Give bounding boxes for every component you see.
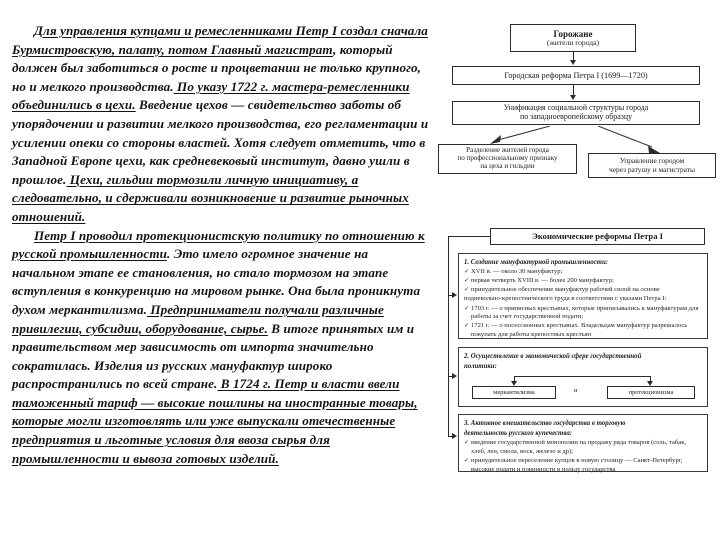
list-item: ✓ принудительное переселение купцов в новую столицу — Санкт-Петербург, высокие подати и повинности в пользу государства xyxy=(464,457,702,474)
panel-policy-heading-line1: 2. Осуществление в экономической сфере государственной xyxy=(464,353,642,360)
list-item: ✓ принудительное обеспечение мануфактур рабочей силой на основе xyxy=(464,286,702,295)
text-run: . Это имело огромное значение на начальном этапе ее становления, но стало тормозом на этапе вступления в конкуренцию на мировом рынке. Она была проникнута духом меркантилизма. xyxy=(12,246,421,317)
box-townspeople-subtitle: (жители города) xyxy=(546,37,600,47)
box-magistrate-line1: Управление городом xyxy=(619,156,685,166)
arrow-down-icon xyxy=(570,60,576,65)
list-item: ✓ первая четверть XVIII в. — более 200 мануфактур; xyxy=(464,277,702,286)
text-run: Для управления купцами и ремесленниками Петр I создал сначала Бурмистровскую, палату, потом Главный магистрат xyxy=(12,23,428,57)
paragraph-2 xyxy=(12,227,432,469)
panel-manufactory-list xyxy=(464,268,702,339)
panel-manufactory xyxy=(458,253,708,339)
text-run: Предприниматели получали различные привилегии, субсидии, оборудование, сырье. xyxy=(12,301,384,336)
text-run: Петр I проводил протекционистскую политику по отношению к русской промышленности xyxy=(12,227,425,262)
text-run: В итоге принятых им и правительством мер зависимость от импорта значительно сократилась. Изделия из русских мануфактур широко распространились по всей стране. xyxy=(12,320,415,392)
paragraph-1 xyxy=(12,22,432,227)
box-city-reform: Городская реформа Петра I (1699—1720) xyxy=(452,66,700,85)
lecture-text-column xyxy=(12,22,432,468)
list-item: ✓ 1703 г. — о приписных крестьянах, которые приписывались к мануфактурам для работы за счет государственной подати; xyxy=(464,305,702,322)
panel-policy-heading-line2: политики: xyxy=(464,363,497,371)
text-run: По указу 1722 г. мастера-ремесленники объединились в цехи. xyxy=(12,78,410,113)
panel-policy xyxy=(458,347,708,407)
diagram-economic-reforms xyxy=(440,228,718,476)
conjunction-label: и xyxy=(574,387,578,394)
panel-manufactory-heading: 1. Создание мануфактурной промышленности: xyxy=(464,259,608,266)
text-run: Введение цехов — свидетельство заботы об упорядочении и развитии мелкого производства, его регламентации и усилении опеки со стороны властей. Хотя следует отметить, что в Западной Европе цехи, как средневековый институт, давно ушли в прошлое. xyxy=(12,97,429,187)
arrow-right-icon xyxy=(452,292,457,298)
connector-branch-left xyxy=(490,126,550,144)
diagram-city-reform xyxy=(438,22,716,172)
list-item: ✓ введение государственной монополии на продажу ряда товаров (соль, табак, хлеб, лен, смола, воск, железо и др); xyxy=(464,439,702,456)
connector-branch-right xyxy=(598,126,660,153)
box-guilds-line2: по профессиональному признаку xyxy=(457,154,558,163)
box-townspeople xyxy=(510,24,636,52)
branch-right-svg xyxy=(598,126,660,153)
panel-trade-heading-line2: деятельность русского купечества: xyxy=(464,430,572,438)
box-guilds-line1: Разделение жителей города xyxy=(466,146,549,155)
panel-trade-heading-line1: 3. Активное вмешательство государства в торговую xyxy=(464,420,626,427)
box-mercantilism: меркантилизма xyxy=(472,386,556,399)
box-unification xyxy=(452,101,700,125)
diagram-econ-title: Экономические реформы Петра I xyxy=(490,228,705,245)
box-protectionism: протекционизма xyxy=(607,386,695,399)
panel-trade xyxy=(458,414,708,472)
connector-line xyxy=(514,376,651,377)
panel-trade-list xyxy=(464,439,702,474)
box-magistrate xyxy=(588,153,716,178)
list-item-continuation: подневольно-крепостнического труда в соответствии с указами Петра I: xyxy=(464,295,667,303)
text-run: , который должен был заботиться о росте и процветании не только крупного, но и мелкого производства. xyxy=(12,41,422,94)
text-run: Цехи, гильдии тормозили личную инициативу, а следовательно, и сдерживали возникновение и развитие рыночных отношений. xyxy=(12,171,409,224)
connector-line xyxy=(448,236,449,436)
arrow-right-icon xyxy=(452,373,457,379)
box-townspeople-title: Горожане xyxy=(553,28,593,39)
box-guilds xyxy=(438,144,577,174)
box-guilds-line3: на цеха и гильдии xyxy=(480,161,535,170)
arrow-down-icon xyxy=(570,95,576,100)
list-item: ✓ 1721 г. — о посессионных крестьянах. Владельцам мануфактур разрешалось покупать для работы крепостных крестьян xyxy=(464,322,702,339)
box-magistrate-line2: через ратушу и магистраты xyxy=(609,164,695,174)
connector-line xyxy=(573,85,574,95)
list-item: ✓ XVII в. — около 30 мануфактур; xyxy=(464,268,702,277)
box-unification-line1: Унификация социальной структуры города xyxy=(503,103,649,113)
text-run: В 1724 г. Петр и власти ввели таможенный тариф — высокие пошлины на иностранные товары, которые могли изготовлять или уже выпускали отечественные предприятия и льготные условия для ввоза сырья для промышленности и вывоза готовых изделий. xyxy=(12,376,418,466)
branch-left-svg xyxy=(490,126,550,144)
arrow-right-icon xyxy=(452,433,457,439)
connector-line xyxy=(448,236,491,237)
box-unification-line2: по западноевропейскому образцу xyxy=(519,112,633,121)
